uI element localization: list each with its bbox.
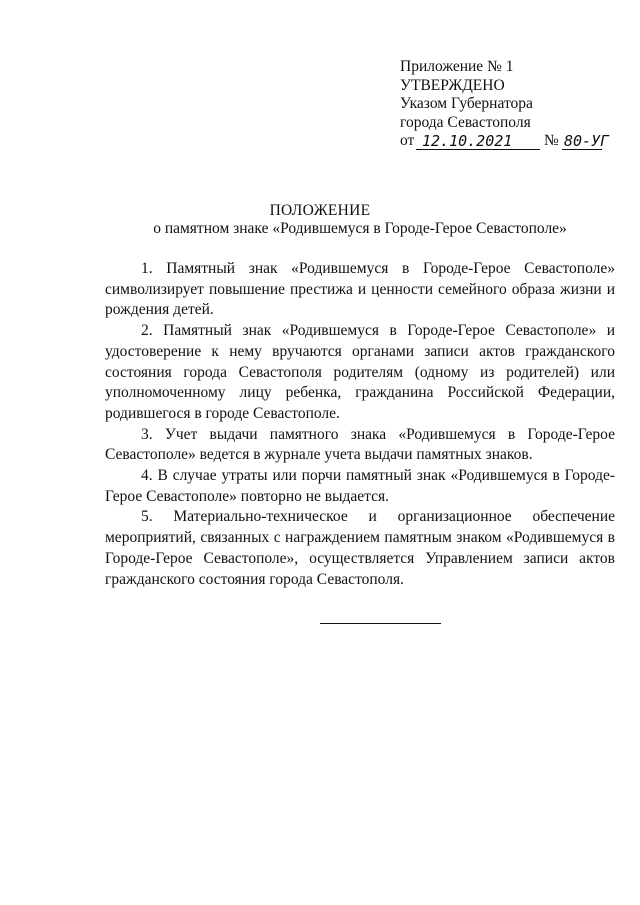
closing-divider <box>320 623 441 624</box>
approved-stamp-label: УТВЕРЖДЕНО <box>400 76 505 94</box>
decree-label: Указом Губернатора <box>400 95 533 112</box>
date-prefix: от <box>400 132 415 149</box>
paragraph-4: 4. В случае утраты или порчи памятный знак «Родившемуся в Городе-Герое Севастополе» повторно не выдается. <box>105 467 615 505</box>
date-field <box>416 132 540 150</box>
number-field <box>562 132 610 150</box>
city-label: города Севастополя <box>400 113 531 131</box>
document-body <box>105 259 615 590</box>
handwritten-date: 12.10.2021 <box>422 132 513 150</box>
number-label: № <box>544 132 559 149</box>
paragraph-5: 5. Материально-техническое и организационное обеспечение мероприятий, связанных с награждением памятным знаком «Родившемуся в Городе-Герое Севастополе», осуществляется Управлением записи актов гражданского состояния города Севастополя. <box>105 508 615 588</box>
paragraph-1: 1. Памятный знак «Родившемуся в Городе-Герое Севастополе» символизирует повышение престижа и ценности семейного образа жизни и рождения детей. <box>105 260 615 319</box>
approval-block <box>400 58 610 151</box>
date-number-row <box>400 132 610 151</box>
handwritten-number: 80-УГ <box>564 132 610 150</box>
paragraph-2: 2. Памятный знак «Родившемуся в Городе-Герое Севастополе» и удостоверение к нему вручаются органами записи актов гражданского состояния города Севастополя родителям (одному из родителей) или уполномоченному лицу ребенка, гражданина Российской Федерации, родившегося в городе Севастополе. <box>105 322 615 422</box>
document-subtitle: о памятном знаке «Родившемуся в Городе-Герое Севастополе» <box>153 220 567 237</box>
paragraph-3: 3. Учет выдачи памятного знака «Родившемуся в Городе-Герое Севастополе» ведется в журнале учета выдачи памятных знаков. <box>105 425 615 464</box>
document-title: ПОЛОЖЕНИЕ <box>269 202 371 219</box>
appendix-label: Приложение № 1 <box>400 58 514 75</box>
